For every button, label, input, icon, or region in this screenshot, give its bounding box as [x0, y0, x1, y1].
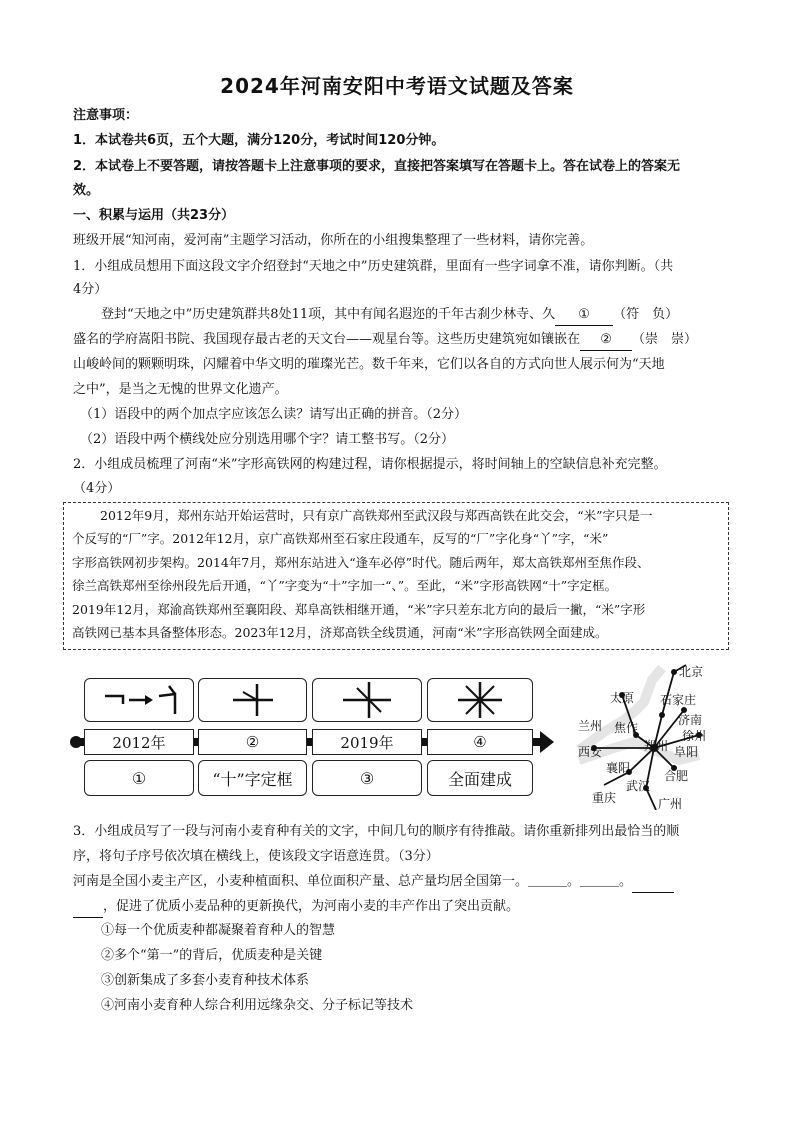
notice-heading: 注意事项：	[73, 108, 139, 123]
map-city: 武汉	[626, 779, 651, 793]
map-city: 太原	[610, 691, 635, 705]
q1-stem: 1．小组成员想用下面这段文字介绍登封“天地之中”历史建筑群，里面有一些字词拿不准，请你判断。（共	[73, 259, 674, 274]
q3-para-cont	[73, 897, 723, 918]
map-city: 西安	[578, 745, 603, 759]
q1-para-text: 盛名的学府嵩阳书院、我国现存最古老的天文台——观星台等。这些历史建筑宛如镶嵌在	[73, 332, 581, 347]
q3-option-4: ④河南小麦育种人综合利用远缘杂交、分子标记等技术	[101, 998, 414, 1013]
q3-para	[73, 872, 723, 893]
shi-glyph-icon	[317, 680, 417, 720]
timeline-year-4: ④	[427, 729, 533, 755]
notice-item-1: 1．本试卷共6页，五个大题，满分120分，考试时间120分钟。	[73, 133, 445, 148]
page-title: 2024年河南安阳中考语文试题及答案	[220, 74, 574, 98]
section-intro: 班级开展“知河南，爱河南”主题学习活动，你所在的小组搜集整理了一些材料，请你完善。	[73, 233, 594, 248]
box-line: 个反写的“厂”字。2012年12月，京广高铁郑州至石家庄段通车，反写的“厂”字化身“丫”字，“米”	[72, 531, 609, 546]
rail-map	[574, 660, 724, 810]
timeline-label-1: ①	[84, 760, 194, 796]
timeline-year-1: 2012年	[84, 729, 194, 755]
blank-1: ①	[555, 305, 613, 326]
section-heading: 一、积累与运用（共23分）	[73, 208, 235, 223]
box-line: 2012年9月，郑州东站开始运营时，只有京广高铁郑州至武汉段与郑西高铁在此交会，“米”字只是一	[100, 508, 653, 523]
map-city: 襄阳	[606, 761, 631, 775]
glyph-box-shi	[312, 678, 422, 722]
timeline-label-2: “十”字定框	[198, 760, 307, 796]
box-line: 徐兰高铁郑州至徐州段先后开通，“丫”字变为“十”字加一“、”。至此，“米”字形高铁网“十”字定框。	[72, 578, 618, 593]
timeline-arrow-icon	[540, 731, 554, 753]
box-line: 字形高铁网初步架构。2014年7月，郑州东站进入“逢车必停”时代。随后两年，郑太高铁郑州至焦作段、	[72, 555, 650, 570]
blank-3	[632, 872, 674, 893]
q1-para-line-4: 之中”，是当之无愧的世界文化遗产。	[73, 382, 288, 397]
blank-2: ②	[580, 330, 632, 351]
q1-para-text: 登封“天地之中”历史建筑群共8处11项，其中有闻名遐迩的千年古刹少林寺、久	[101, 307, 556, 322]
map-city: 重庆	[592, 791, 617, 805]
box-line: 高铁网已基本具备整体形态。2023年12月，济郑高铁全线贯通，河南“米”字形高铁网全面建成。	[72, 625, 608, 640]
q2-stem-cont: （4分）	[73, 481, 121, 496]
q2-stem: 2．小组成员梳理了河南“米”字形高铁网的构建过程，请你根据提示，将时间轴上的空缺信息补充完整。	[73, 457, 667, 472]
q3-stem: 3．小组成员写了一段与河南小麦育种有关的文字，中间几句的顺序有待推敲。请你重新排列出最恰当的顺	[73, 824, 680, 839]
map-city: 合肥	[664, 769, 689, 783]
q3-option-3: ③创新集成了多套小麦育种技术体系	[101, 973, 310, 988]
map-city: 广州	[658, 797, 683, 810]
ya-glyph-icon	[203, 680, 303, 720]
q1-para-line-1	[101, 305, 751, 326]
notice-item-2: 2．本试卷上不要答题，请按答题卡上注意事项的要求，直接把答案填写在答题卡上。答在试卷上的答案无	[73, 159, 681, 174]
timeline-year-2: ②	[198, 729, 307, 755]
q1-para-line-3: 山峻岭间的颗颗明珠，闪耀着中华文明的璀璨光芒。数千年来，它们以各自的方式向世人展示何为“天地	[73, 357, 665, 372]
timeline-year-3: 2019年	[312, 729, 422, 755]
glyph-box-reverse-chang	[84, 678, 194, 722]
timeline-start-dot	[70, 736, 82, 748]
q3-stem-cont: 序，将句子序号依次填在横线上，使该段文字语意连贯。（3分）	[73, 849, 439, 864]
map-city: 石家庄	[660, 693, 697, 707]
map-city: 焦作	[614, 721, 639, 735]
map-city: 北京	[679, 665, 704, 679]
mi-glyph-icon	[430, 680, 530, 720]
glyph-box-mi	[427, 678, 533, 722]
map-city: 兰州	[578, 719, 603, 733]
map-city: 济南	[678, 713, 703, 727]
blank-4	[73, 897, 103, 918]
timeline-label-4: 全面建成	[427, 760, 533, 796]
map-city: 阜阳	[674, 745, 699, 759]
q3-para-text: ，促进了优质小麦品种的更新换代，为河南小麦的丰产作出了突出贡献。	[103, 899, 520, 914]
map-city: 郑州	[644, 739, 669, 753]
reverse-chang-glyph-icon	[89, 680, 189, 720]
material-box	[63, 502, 729, 650]
q3-option-2: ②多个“第一”的背后，优质麦种是关键	[101, 948, 323, 963]
q1-para-line-2	[73, 330, 723, 351]
blank-2-options: （崇 崇）	[632, 332, 698, 347]
notice-item-2-cont: 效。	[73, 183, 100, 198]
blank-1-options: （符 负）	[613, 307, 679, 322]
map-city: 徐州	[682, 729, 707, 743]
q1-sub-2: （2）语段中两个横线处应分别选用哪个字？请工整书写。（2分）	[80, 432, 455, 447]
q3-option-1: ①每一个优质麦种都凝聚着育种人的智慧	[101, 923, 336, 938]
q1-sub-1: （1）语段中的两个加点字应该怎么读？请写出正确的拼音。（2分）	[80, 407, 468, 422]
glyph-box-ya	[198, 678, 307, 722]
q3-para-text: 河南是全国小麦主产区，小麦种植面积、单位面积产量、总产量均居全国第一。＿＿＿。＿＿＿。	[73, 874, 633, 889]
timeline-label-3: ③	[312, 760, 422, 796]
q1-stem-cont: 4分）	[73, 282, 108, 297]
box-line: 2019年12月，郑渝高铁郑州至襄阳段、郑阜高铁相继开通，“米”字只差东北方向的最后一撇，“米”字形	[72, 602, 646, 617]
